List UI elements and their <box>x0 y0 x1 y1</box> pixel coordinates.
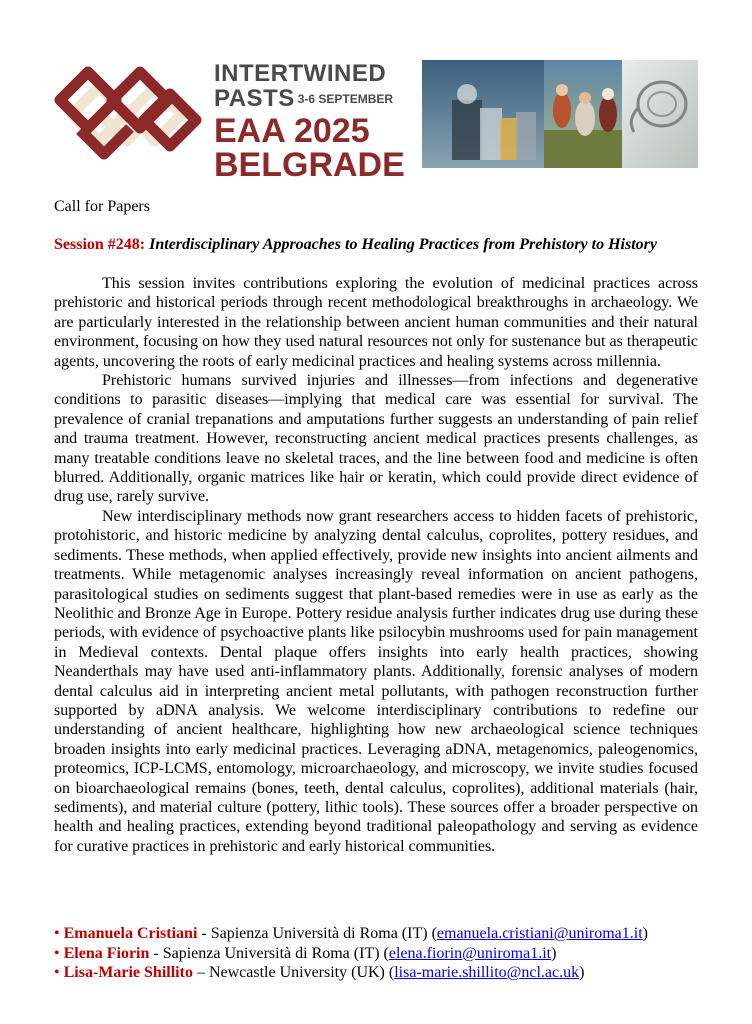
eaa-logo-icon <box>52 60 202 168</box>
organizer-item <box>54 944 648 964</box>
call-for-papers-heading: Call for Papers <box>54 198 150 215</box>
session-description <box>54 274 698 856</box>
banner-pasts: PASTS <box>214 85 295 112</box>
organizer-affiliation: Newcastle University (UK) <box>208 964 385 981</box>
bullet-icon: • <box>54 964 60 981</box>
organizer-email-link[interactable]: lisa-marie.shillito@ncl.ac.uk <box>394 964 580 981</box>
organizer-name: Emanuela Cristiani <box>63 925 198 942</box>
banner-title <box>214 62 424 182</box>
session-number: Session #248: <box>54 236 146 253</box>
organizer-item <box>54 963 648 983</box>
paren-close: ) <box>551 944 557 962</box>
separator: - <box>149 944 163 962</box>
organizer-list <box>54 924 648 983</box>
session-title: Interdisciplinary Approaches to Healing Practices from Prehistory to History <box>149 236 657 253</box>
paragraph-1: This session invites contributions exploring the evolution of medicinal practices across prehistoric and historical periods through recent methodological breakthroughs in archaeology. We are particularly interested in the relationship between ancient human communities and their natural environment, focusing on how they used natural resources not only for sustenance but as therapeutic agents, uncovering the roots of early medicinal practices and healing systems across millennia. <box>54 275 698 370</box>
organizer-affiliation: Sapienza Università di Roma (IT) <box>162 944 380 962</box>
organizer-name: Lisa-Marie Shillito <box>63 964 193 981</box>
paragraph-2: Prehistoric humans survived injuries and illnesses—from infections and degenerative conditions to parasitic diseases—implying that medical care was essential for survival. The prevalence of cranial trepanations and amputations further suggests an understanding of pain relief and trauma treatment. However, reconstructing ancient medical practices presents challenges, as many treatable conditions leave no skeletal traces, and the line between food and medicine is often blurred. Additionally, organic matrices like hair or keratin, which could provide direct evidence of drug use, rarely survive. <box>54 372 698 506</box>
paren-close: ) <box>642 925 648 942</box>
banner-image-collage <box>422 60 698 168</box>
paren-open: ( <box>427 925 437 942</box>
session-heading <box>54 236 657 254</box>
banner-line-intertwined: INTERTWINED <box>214 60 387 87</box>
banner-line-eaa: EAA 2025 <box>214 112 370 150</box>
organizer-affiliation: Sapienza Università di Roma (IT) <box>210 925 428 942</box>
conference-banner <box>52 60 698 184</box>
separator: – <box>192 964 209 981</box>
paren-open: ( <box>384 964 395 981</box>
bullet-icon: • <box>54 925 60 942</box>
organizer-name: Elena Fiorin <box>63 944 150 962</box>
paren-open: ( <box>379 944 389 962</box>
banner-dates: 3-6 SEPTEMBER <box>297 92 394 106</box>
organizer-item <box>54 924 648 944</box>
separator: - <box>197 925 211 942</box>
organizer-email-link[interactable]: elena.fiorin@uniroma1.it <box>388 944 552 962</box>
organizer-email-link[interactable]: emanuela.cristiani@uniroma1.it <box>436 925 643 942</box>
bullet-icon: • <box>54 944 60 962</box>
paren-close: ) <box>579 964 585 981</box>
banner-line-belgrade: BELGRADE <box>214 146 405 184</box>
paragraph-3: New interdisciplinary methods now grant researchers access to hidden facets of prehistoric, protohistoric, and historic medicine by analyzing dental calculus, coprolites, pottery residues, and sediments. These methods, when applied effectively, provide new insights into ancient ailments and treatments. While metagenomic analyses increasingly reveal information on ancient pathogens, parasitological studies on sediments suggest that plant-based remedies were in use as early as the Neolithic and Bronze Age in Europe. Pottery residue analysis further indicates drug use during these periods, with evidence of psychoactive plants like psilocybin mushrooms used for pain management in Medieval contexts. Dental plaque offers insights into early health practices, showing Neanderthals may have used anti-inflammatory plants. Additionally, forensic analyses of modern dental calculus aid in interpreting ancient metal pollutants, with pathogen reconstruction further supported by aDNA analysis. We welcome interdisciplinary contributions to redefine our understanding of ancient healthcare, highlighting how new archaeological science techniques broaden insights into early medicinal practices. Leveraging aDNA, metagenomics, paleogenomics, proteomics, ICP-LCMS, entomology, microarchaeology, and microscopy, we invite studies focused on bioarchaeological remains (bones, teeth, dental calculus, coprolites), additional materials (hair, sediments), and material culture (pottery, lithic tools). These sources offer a broader perspective on health and healing practices, extending beyond traditional paleopathology and serving as evidence for curative practices in prehistoric and early historical communities. <box>54 507 698 855</box>
banner-line-pasts <box>214 87 424 111</box>
